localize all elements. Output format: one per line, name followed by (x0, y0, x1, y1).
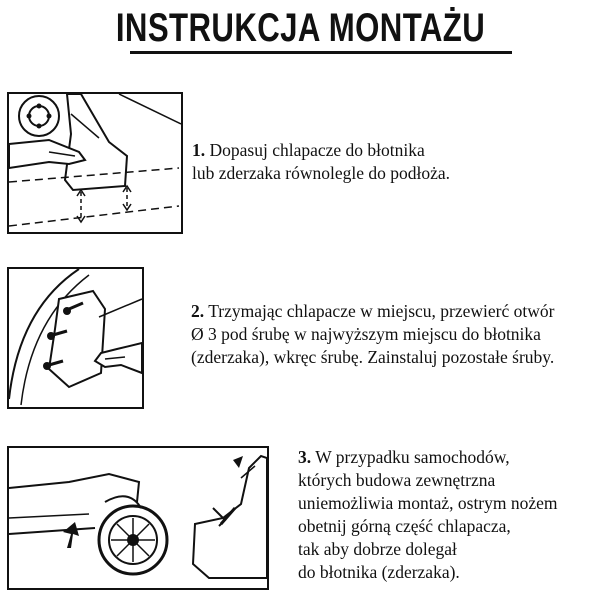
step-2-text (191, 300, 554, 369)
step-line: Dopasuj chlapacze do błotnika (209, 140, 425, 160)
step-line: obetnij górną część chlapacza, (298, 516, 511, 536)
step-number: 3. (298, 447, 312, 467)
page-title: INSTRUKCJA MONTAŻU (115, 6, 486, 50)
title-underline (130, 51, 512, 54)
drill-screw-icon (9, 269, 142, 407)
step-line: lub zderzaka równolegle do podłoża. (192, 163, 451, 183)
step-line: do błotnika (zderzaka). (298, 562, 460, 582)
step-3-text (298, 446, 558, 584)
car-cut-mudflap-icon (9, 448, 267, 588)
step-line: Trzymając chlapacze w miejscu, przewierć otwór (208, 301, 555, 321)
step-2-illustration (7, 267, 144, 409)
step-1-text (192, 139, 450, 185)
step-3-illustration (7, 446, 269, 590)
step-line: W przypadku samochodów, (315, 447, 510, 467)
step-number: 2. (191, 301, 205, 321)
step-1-illustration (7, 92, 183, 234)
step-line: tak aby dobrze dolegał (298, 539, 457, 559)
step-number: 1. (192, 140, 206, 160)
step-line: których budowa zewnętrzna (298, 470, 496, 490)
step-line: (zderzaka), wkręc śrubę. Zainstaluj pozostałe śruby. (191, 347, 555, 367)
step-line: Ø 3 pod śrubę w najwyższym miejscu do błotnika (191, 324, 541, 344)
step-line: uniemożliwia montaż, ostrym nożem (298, 493, 558, 513)
mudflap-alignment-icon (9, 94, 181, 232)
